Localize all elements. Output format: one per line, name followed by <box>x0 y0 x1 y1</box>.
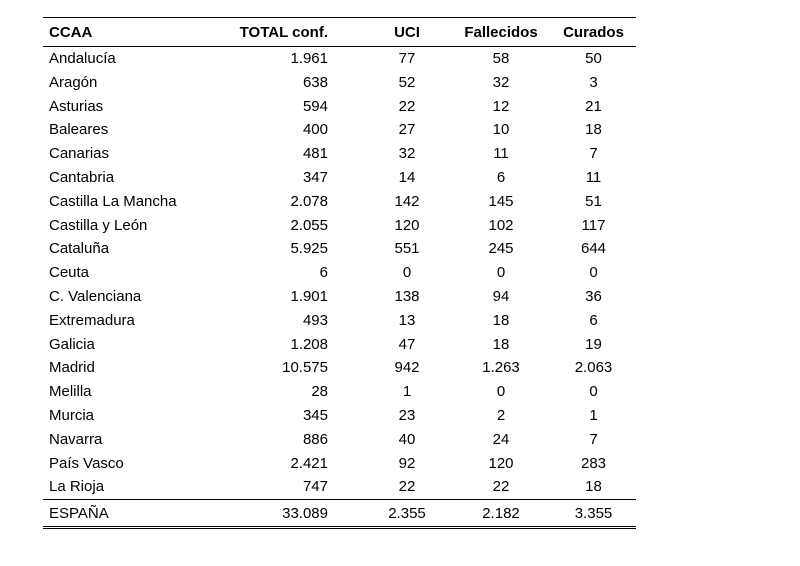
table-row <box>43 309 636 333</box>
cell-total-confirmed: 6 <box>319 264 328 282</box>
cell-total-confirmed: 1.901 <box>290 287 328 305</box>
cell-total-confirmed: 1.208 <box>290 335 328 353</box>
cell-region: La Rioja <box>49 478 105 496</box>
table-row <box>43 356 636 380</box>
cell-total-confirmed: 347 <box>302 168 328 186</box>
cell-total-confirmed: 1.961 <box>290 50 328 67</box>
cell-fallecidos: 6 <box>496 168 506 186</box>
cell-fallecidos: 18 <box>492 311 510 329</box>
cell-fallecidos: 102 <box>488 216 514 234</box>
cell-fallecidos: 94 <box>492 287 510 305</box>
cell-curados: 117 <box>581 216 606 234</box>
cell-region: Baleares <box>49 121 109 139</box>
cell-uci: 0 <box>402 264 412 282</box>
cell-uci: 23 <box>398 406 416 424</box>
cell-region: Extremadura <box>49 311 135 329</box>
cell-uci: 92 <box>398 454 416 472</box>
cell-total-confirmed: 747 <box>302 478 328 496</box>
cell-region: País Vasco <box>49 454 124 472</box>
cell-curados: 1 <box>589 406 598 424</box>
cell-total-confirmed: 2.421 <box>290 454 328 472</box>
header-uci: UCI <box>363 18 451 47</box>
cell-total-confirmed: 638 <box>302 73 328 91</box>
header-fallecidos: Fallecidos <box>451 18 551 47</box>
cell-curados: 36 <box>585 287 602 305</box>
cell-uci: 120 <box>394 216 420 234</box>
cell-region: Navarra <box>49 430 103 448</box>
table-row <box>43 404 636 428</box>
cell-curados: 0 <box>589 264 598 282</box>
cell-total-confirmed: 28 <box>311 383 328 401</box>
cell-total-confirmed: 886 <box>302 430 328 448</box>
cell-uci: 77 <box>398 50 416 67</box>
cell-region: Aragón <box>49 73 98 91</box>
cell-region: Cantabria <box>49 168 115 186</box>
cell-region: Cataluña <box>49 240 110 258</box>
cell-total-confirmed: 400 <box>302 121 328 139</box>
cell-curados: 51 <box>585 192 602 210</box>
total-curados: 3.355 <box>551 500 636 528</box>
header-row <box>43 18 636 47</box>
cell-region: Galicia <box>49 335 95 353</box>
cell-uci: 22 <box>398 478 416 496</box>
cell-fallecidos: 0 <box>496 264 506 282</box>
table-row <box>43 47 636 71</box>
cell-curados: 0 <box>589 383 598 401</box>
total-confirmed: 33.089 <box>203 500 363 528</box>
cell-region: Asturias <box>49 97 104 115</box>
table-row <box>43 380 636 404</box>
cell-curados: 283 <box>580 454 607 472</box>
total-fallecidos: 2.182 <box>451 500 551 528</box>
cell-curados: 644 <box>580 240 607 258</box>
cell-total-confirmed: 2.055 <box>290 216 328 234</box>
cell-total-confirmed: 481 <box>302 145 328 163</box>
cell-uci: 138 <box>394 287 420 305</box>
cell-total-confirmed: 5.925 <box>290 240 328 258</box>
cell-region: Ceuta <box>49 264 90 282</box>
cell-uci: 14 <box>398 168 416 186</box>
cell-fallecidos: 18 <box>492 335 510 353</box>
cell-region: Castilla La Mancha <box>49 192 177 210</box>
cell-uci: 32 <box>398 145 416 163</box>
cell-region: Canarias <box>49 145 110 163</box>
cell-fallecidos: 0 <box>496 383 506 401</box>
cell-total-confirmed: 10.575 <box>282 359 328 377</box>
cell-fallecidos: 2 <box>496 406 506 424</box>
header-total-confirmed: TOTAL conf. <box>203 18 363 47</box>
table-row <box>43 333 636 357</box>
header-curados: Curados <box>551 18 636 47</box>
cell-uci: 551 <box>394 240 420 258</box>
cell-fallecidos: 245 <box>488 240 514 258</box>
cell-total-confirmed: 2.078 <box>290 192 328 210</box>
cell-uci: 47 <box>398 335 416 353</box>
cell-uci: 942 <box>394 359 420 377</box>
cell-uci: 13 <box>398 311 416 329</box>
cell-curados: 18 <box>585 121 602 139</box>
cell-uci: 22 <box>398 97 416 115</box>
cell-uci: 27 <box>398 121 416 139</box>
cell-region: Melilla <box>49 383 92 401</box>
table-row <box>43 475 636 499</box>
cell-curados: 7 <box>589 145 598 163</box>
cell-fallecidos: 32 <box>492 73 510 91</box>
table-row <box>43 237 636 261</box>
header-ccaa: CCAA <box>43 18 203 47</box>
cell-region: C. Valenciana <box>49 287 142 305</box>
cell-fallecidos: 24 <box>492 430 510 448</box>
cell-fallecidos: 10 <box>492 121 510 139</box>
cell-curados: 21 <box>585 97 602 115</box>
cell-uci: 142 <box>394 192 420 210</box>
covid-table-container <box>43 17 636 529</box>
cell-fallecidos: 58 <box>492 50 510 67</box>
cell-curados: 6 <box>589 311 598 329</box>
total-row <box>43 500 636 528</box>
cell-curados: 7 <box>589 430 598 448</box>
cell-fallecidos: 12 <box>492 97 510 115</box>
covid-data-table <box>43 17 636 529</box>
table-row <box>43 428 636 452</box>
cell-fallecidos: 11 <box>493 145 509 163</box>
table-row <box>43 214 636 238</box>
table-row <box>43 261 636 285</box>
cell-curados: 18 <box>585 478 602 496</box>
cell-total-confirmed: 594 <box>302 97 328 115</box>
table-row <box>43 285 636 309</box>
table-footer <box>43 500 636 528</box>
cell-curados: 50 <box>585 50 602 67</box>
table-row <box>43 190 636 214</box>
table-header <box>43 18 636 47</box>
cell-curados: 2.063 <box>574 359 613 377</box>
cell-curados: 19 <box>585 335 602 353</box>
table-row <box>43 71 636 95</box>
cell-region: Andalucía <box>49 50 116 67</box>
cell-total-confirmed: 345 <box>302 406 328 424</box>
table-row <box>43 118 636 142</box>
cell-curados: 3 <box>589 73 598 91</box>
cell-fallecidos: 22 <box>492 478 510 496</box>
table-row <box>43 166 636 190</box>
cell-fallecidos: 1.263 <box>482 359 520 377</box>
cell-total-confirmed: 493 <box>302 311 328 329</box>
total-label: ESPAÑA <box>43 500 203 528</box>
cell-region: Murcia <box>49 406 95 424</box>
cell-fallecidos: 145 <box>488 192 514 210</box>
cell-fallecidos: 120 <box>488 454 514 472</box>
table-row <box>43 142 636 166</box>
table-body <box>43 47 636 500</box>
cell-region: Castilla y León <box>49 216 148 234</box>
table-row <box>43 95 636 119</box>
total-uci: 2.355 <box>363 500 451 528</box>
cell-uci: 52 <box>398 73 416 91</box>
cell-curados: 11 <box>585 168 602 186</box>
cell-region: Madrid <box>49 359 95 377</box>
cell-uci: 1 <box>402 383 412 401</box>
table-row <box>43 452 636 476</box>
cell-uci: 40 <box>398 430 416 448</box>
